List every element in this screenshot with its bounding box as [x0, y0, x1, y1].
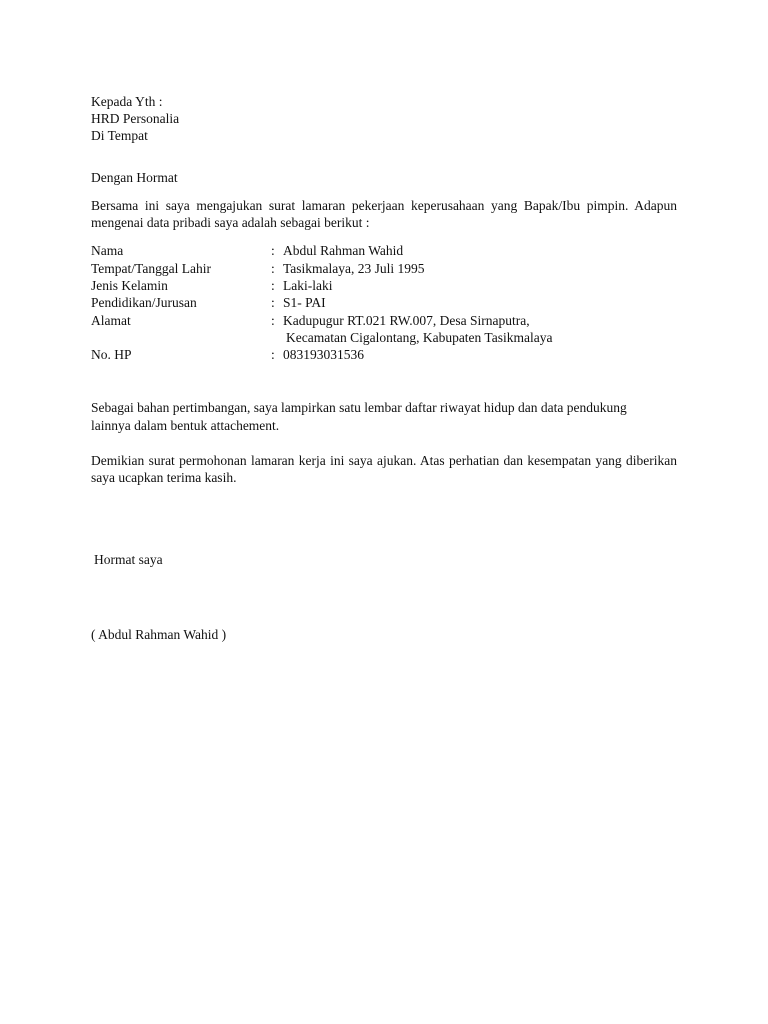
consideration-line: lainnya dalam bentuk attachement. — [91, 418, 280, 433]
data-row-nama — [91, 242, 677, 259]
addressee-line: Di Tempat — [91, 128, 148, 143]
data-value: Abdul Rahman Wahid — [283, 243, 404, 258]
signature-name: ( Abdul Rahman Wahid ) — [91, 627, 227, 642]
data-value: S1- PAI — [283, 295, 326, 310]
consideration-line: Sebagai bahan pertimbangan, saya lampirkan satu lembar daftar riwayat hidup dan data pendukung — [91, 400, 627, 415]
data-value: Kadupugur RT.021 RW.007, Desa Sirnaputra, — [283, 313, 530, 328]
data-separator: : — [271, 278, 275, 293]
addressee-line: Kepada Yth : — [91, 94, 163, 109]
data-label: Alamat — [91, 313, 131, 328]
data-row-tempat-tanggal-lahir — [91, 260, 677, 277]
data-separator: : — [271, 295, 275, 310]
addressee-block — [91, 93, 677, 144]
addressee-line: HRD Personalia — [91, 111, 180, 126]
closing-paragraph: Demikian surat permohonan lamaran kerja ini saya ajukan. Atas perhatian dan kesempatan yang diberikan saya ucapkan terima kasih. — [91, 453, 677, 485]
data-row-jenis-kelamin — [91, 277, 677, 294]
data-label: Tempat/Tanggal Lahir — [91, 261, 211, 276]
data-separator: : — [271, 313, 275, 328]
data-value: Tasikmalaya, 23 Juli 1995 — [283, 261, 425, 276]
data-row-pendidikan — [91, 294, 677, 311]
data-label: No. HP — [91, 347, 132, 362]
regards: Hormat saya — [94, 552, 163, 567]
data-value-continuation: Kecamatan Cigalontang, Kabupaten Tasikmalaya — [286, 330, 553, 345]
intro-paragraph: Bersama ini saya mengajukan surat lamaran pekerjaan keperusahaan yang Bapak/Ibu pimpin. Adapun mengenai data pribadi saya adalah sebagai berikut : — [91, 198, 677, 230]
data-separator: : — [271, 243, 275, 258]
data-label: Pendidikan/Jurusan — [91, 295, 197, 310]
data-value: 083193031536 — [283, 347, 364, 362]
data-row-no-hp — [91, 346, 677, 363]
data-label: Jenis Kelamin — [91, 278, 168, 293]
data-separator: : — [271, 261, 275, 276]
data-row-alamat-continuation — [91, 329, 677, 346]
data-separator: : — [271, 347, 275, 362]
data-label: Nama — [91, 243, 124, 258]
data-value: Laki-laki — [283, 278, 333, 293]
greeting: Dengan Hormat — [91, 170, 178, 185]
data-row-alamat — [91, 312, 677, 329]
